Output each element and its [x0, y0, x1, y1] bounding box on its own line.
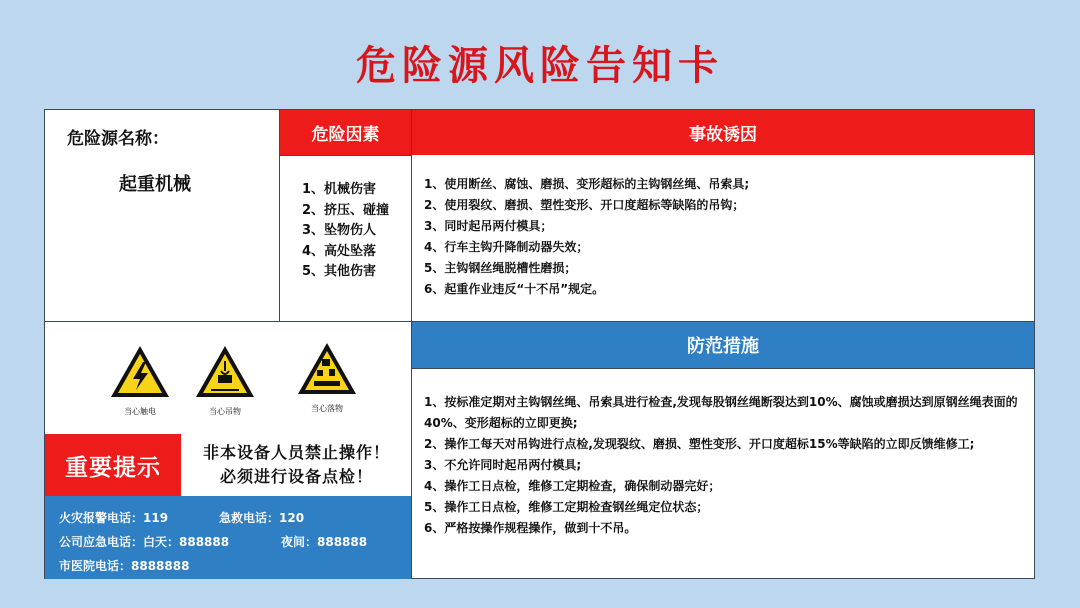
important-tip-line1: 非本设备人员禁止操作！ — [202, 443, 390, 462]
list-item: 3、坠物伤人 — [302, 223, 377, 238]
list-item: 2、操作工每天对吊钩进行点检,发现裂纹、磨损、塑性变形、开口度超标15%等缺陷的立即反馈维修工; — [424, 437, 975, 451]
ambulance-phone: 急救电话：120 — [219, 511, 305, 525]
list-item: 3、同时起吊两付模具； — [424, 219, 553, 233]
list-item: 1、使用断丝、腐蚀、磨损、变形超标的主钩钢丝绳、吊索具; — [424, 177, 750, 191]
list-item: 2、使用裂纹、磨损、塑性变形、开口度超标等缺陷的吊钩； — [424, 198, 745, 212]
list-item: 1、按标准定期对主钩钢丝绳、吊索具进行检查,发现每股钢丝绳断裂达到10%、腐蚀或磨损达到原钢丝绳表面的40%、变形超标的立即更换; — [424, 395, 1018, 430]
company-night-phone: 夜间：888888 — [281, 535, 368, 549]
hazard-source-label: 危险源名称： — [67, 129, 169, 149]
hospital-phone: 市医院电话：8888888 — [59, 559, 190, 573]
list-item: 4、高处坠落 — [302, 243, 377, 259]
list-item: 6、严格按操作规程操作，做到十不吊。 — [424, 521, 637, 535]
risk-factors-header: 危险因素 — [280, 110, 411, 155]
list-item: 5、其他伤害 — [302, 264, 377, 279]
fire-phone: 火灾报警电话：119 — [59, 511, 169, 525]
hazard-source-value: 起重机械 — [119, 174, 191, 195]
risk-card — [44, 109, 1035, 579]
hanging-load-warning-icon — [193, 344, 257, 417]
prevention-header: 防范措施 — [412, 322, 1034, 368]
list-item: 2、挤压、碰撞 — [302, 202, 390, 218]
list-item: 1、机械伤害 — [302, 182, 377, 197]
important-tip-text — [182, 434, 411, 496]
electric-shock-warning-icon — [108, 344, 172, 417]
list-item: 5、主钩钢丝绳脱槽性磨损； — [424, 261, 577, 275]
important-tip-line2: 必须进行设备点检！ — [219, 467, 373, 486]
list-item: 6、起重作业违反“十不吊”规定。 — [424, 282, 605, 296]
list-item: 3、不允许同时起吊两付模具; — [424, 458, 582, 472]
divider — [279, 155, 411, 156]
important-tip-label: 重要提示 — [45, 434, 181, 496]
prevention-list — [424, 392, 1024, 539]
falling-objects-warning-icon — [295, 341, 359, 414]
sign-caption: 当心触电 — [124, 407, 156, 416]
company-day-phone: 公司应急电话：白天：888888 — [59, 535, 230, 549]
page-title: 危险源风险告知卡 — [356, 43, 724, 89]
sign-caption: 当心落物 — [311, 404, 343, 413]
emergency-contacts — [45, 496, 411, 579]
risk-factors-list — [302, 180, 410, 283]
list-item: 4、行车主钩升降制动器失效； — [424, 240, 589, 254]
list-item: 4、操作工日点检，维修工定期检查，确保制动器完好； — [424, 479, 721, 493]
accident-causes-header: 事故诱因 — [412, 110, 1034, 155]
sign-caption: 当心吊物 — [209, 407, 241, 416]
divider — [411, 368, 1034, 369]
accident-causes-list — [424, 174, 1024, 300]
list-item: 5、操作工日点检，维修工定期检查钢丝绳定位状态； — [424, 500, 709, 514]
